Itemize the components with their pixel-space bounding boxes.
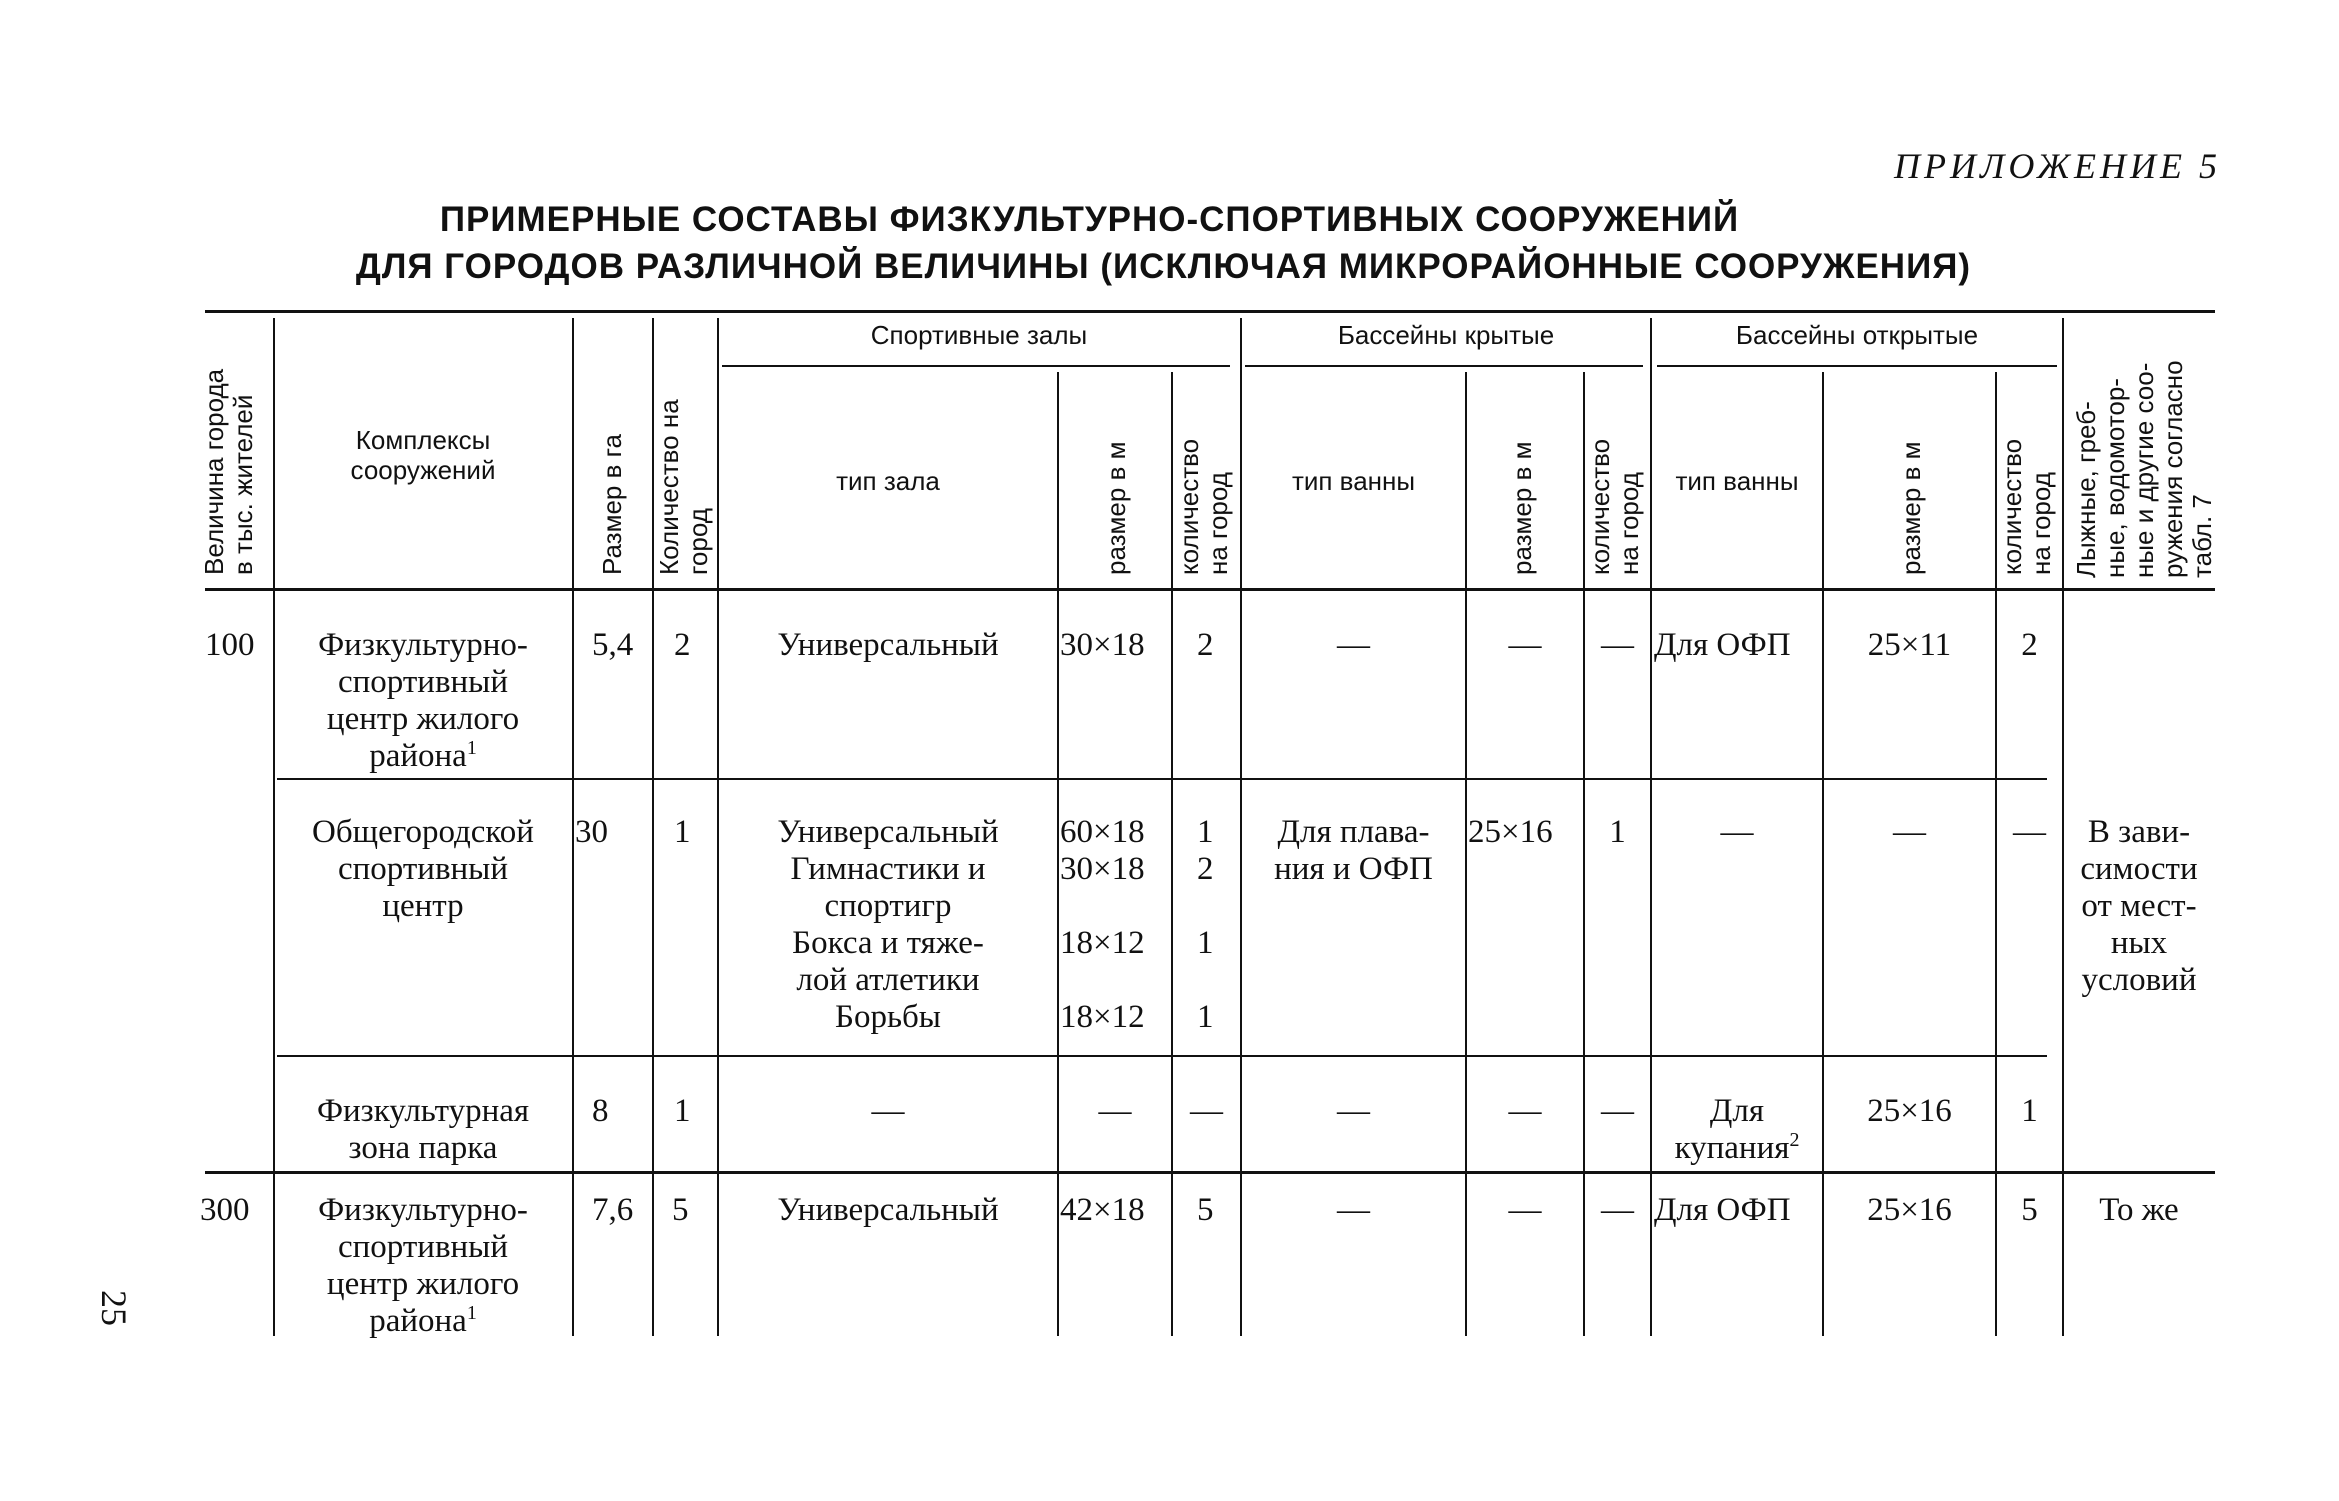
column-rule <box>1057 372 1059 1336</box>
cell-indoor-count: — <box>1601 1192 1634 1228</box>
table-top-rule <box>205 310 2215 313</box>
header-count-city: Количество на город <box>654 399 713 575</box>
cell-hall-size: 18×12 <box>1060 999 1145 1035</box>
cell-complex: Физкультурная зона парка <box>316 1093 530 1166</box>
cell-outdoor-type: — <box>1720 814 1754 850</box>
appendix-label: ПРИЛОЖЕНИЕ 5 <box>1894 146 2221 186</box>
group-rule <box>1657 365 2057 367</box>
cell-indoor-type: — <box>1337 1192 1370 1228</box>
cell-hall-size: 60×18 <box>1060 814 1145 850</box>
footnote-marker: 2 <box>1789 1129 1800 1151</box>
header-city-size: Величина города в тыс. жителей <box>199 368 258 575</box>
group-divider <box>205 1171 2215 1174</box>
cell-city-size: 100 <box>205 627 255 663</box>
cell-indoor-size: — <box>1508 627 1542 663</box>
cell-other: То же <box>2099 1192 2179 1228</box>
header-sport-halls: Спортивные залы <box>870 320 1088 350</box>
header-outdoor-pools: Бассейны открытые <box>1735 320 1979 350</box>
cell-count: 1 <box>674 1093 691 1129</box>
cell-hall-count: 1 <box>1197 999 1214 1035</box>
cell-outdoor-size: — <box>1893 814 1926 850</box>
header-hall-count: количество на город <box>1174 438 1233 575</box>
cell-outdoor-size: 25×16 <box>1867 1192 1952 1228</box>
row-divider <box>277 778 2047 780</box>
cell-hall-size: 18×12 <box>1060 925 1145 961</box>
cell-outdoor-count: — <box>2013 814 2046 850</box>
cell-hall-size: 30×18 <box>1060 851 1145 887</box>
row-divider <box>277 1055 2047 1057</box>
cell-indoor-count: — <box>1601 627 1634 663</box>
cell-hall-count: 2 <box>1197 627 1214 663</box>
column-rule <box>572 318 574 1336</box>
cell-hall-size: 30×18 <box>1060 627 1145 663</box>
cell-count: 1 <box>674 814 691 850</box>
header-indoor-type: тип ванны <box>1291 466 1416 496</box>
cell-count: 2 <box>674 627 691 663</box>
cell-outdoor-type: Для ОФП <box>1654 1192 1791 1228</box>
cell-outdoor-size: 25×11 <box>1867 627 1952 663</box>
cell-complex: Физкультурно- спортивный центр жилого района$^1$ <box>318 627 528 774</box>
table-title-line-1: ПРИМЕРНЫЕ СОСТАВЫ ФИЗКУЛЬТУРНО-СПОРТИВНЫХ СООРУЖЕНИЙ <box>439 200 1740 239</box>
cell-hall-type: Универсальный <box>777 1192 999 1228</box>
cell-city-size: 300 <box>200 1192 250 1228</box>
header-size-ha: Размер в га <box>597 434 627 575</box>
cell-other: В зави- симости от мест- ных условий <box>2080 814 2198 998</box>
header-complexes: Комплексы сооружений <box>350 425 496 485</box>
cell-indoor-size: — <box>1508 1093 1542 1129</box>
cell-hall-count: 1 <box>1197 814 1214 850</box>
header-outdoor-size: размер в м <box>1896 441 1926 575</box>
cell-outdoor-count: 5 <box>2021 1192 2038 1228</box>
cell-indoor-type: — <box>1337 1093 1370 1129</box>
cell-indoor-count: — <box>1601 1093 1634 1129</box>
cell-outdoor-type: Для купания$^2$ <box>1674 1093 1800 1166</box>
cell-hall-type: Универсальный <box>777 627 999 663</box>
footnote-marker: 1 <box>466 1302 477 1324</box>
cell-size-ha: 8 <box>592 1093 609 1129</box>
cell-complex: Общегородской спортивный центр <box>312 814 534 924</box>
cell-hall-count: — <box>1190 1093 1223 1129</box>
header-bottom-rule <box>205 588 2215 591</box>
cell-outdoor-count: 1 <box>2021 1093 2038 1129</box>
cell-hall-type: Универсальный Гимнастики и спортигр Бокса и тяже- лой атлетики Борьбы <box>777 814 999 1035</box>
header-outdoor-type: тип ванны <box>1675 466 1799 496</box>
group-rule <box>722 365 1230 367</box>
page-number: 25 <box>94 1290 134 1326</box>
cell-outdoor-count: 2 <box>2021 627 2038 663</box>
column-rule <box>1171 372 1173 1336</box>
cell-indoor-count: 1 <box>1609 814 1626 850</box>
cell-hall-count: 2 <box>1197 851 1214 887</box>
column-rule <box>273 318 275 1336</box>
header-hall-size: размер в м <box>1101 441 1131 575</box>
header-indoor-size: размер в м <box>1507 441 1537 575</box>
footnote-marker: 1 <box>466 737 477 759</box>
cell-size-ha: 30 <box>575 814 608 850</box>
cell-hall-size: — <box>1098 1093 1132 1129</box>
cell-count: 5 <box>672 1192 689 1228</box>
table-title-line-2: ДЛЯ ГОРОДОВ РАЗЛИЧНОЙ ВЕЛИЧИНЫ (ИСКЛЮЧАЯ МИКРОРАЙОННЫЕ СООРУЖЕНИЯ) <box>355 247 1972 286</box>
header-other-facilities: Лыжные, греб- ные, водомотор- ные и другие соо- ружения согласно табл. 7 <box>2071 360 2217 578</box>
cell-hall-size: 42×18 <box>1060 1192 1145 1228</box>
cell-complex: Физкультурно- спортивный центр жилого района$^1$ <box>318 1192 528 1339</box>
cell-indoor-size: 25×16 <box>1468 814 1553 850</box>
header-indoor-pools: Бассейны крытые <box>1337 320 1555 350</box>
header-indoor-count: количество на город <box>1585 438 1644 575</box>
cell-indoor-type: Для плава- ния и ОФП <box>1274 814 1433 887</box>
cell-hall-type: — <box>871 1093 905 1129</box>
cell-outdoor-type: Для ОФП <box>1654 627 1791 663</box>
cell-outdoor-size: 25×16 <box>1867 1093 1952 1129</box>
cell-size-ha: 7,6 <box>592 1192 634 1228</box>
cell-hall-count: 5 <box>1197 1192 1214 1228</box>
cell-hall-count: 1 <box>1197 925 1214 961</box>
group-rule <box>1245 365 1643 367</box>
header-outdoor-count: количество на город <box>1997 438 2056 575</box>
cell-indoor-type: — <box>1337 627 1370 663</box>
header-hall-type: тип зала <box>836 466 940 496</box>
cell-size-ha: 5,4 <box>592 627 634 663</box>
cell-indoor-size: — <box>1508 1192 1542 1228</box>
